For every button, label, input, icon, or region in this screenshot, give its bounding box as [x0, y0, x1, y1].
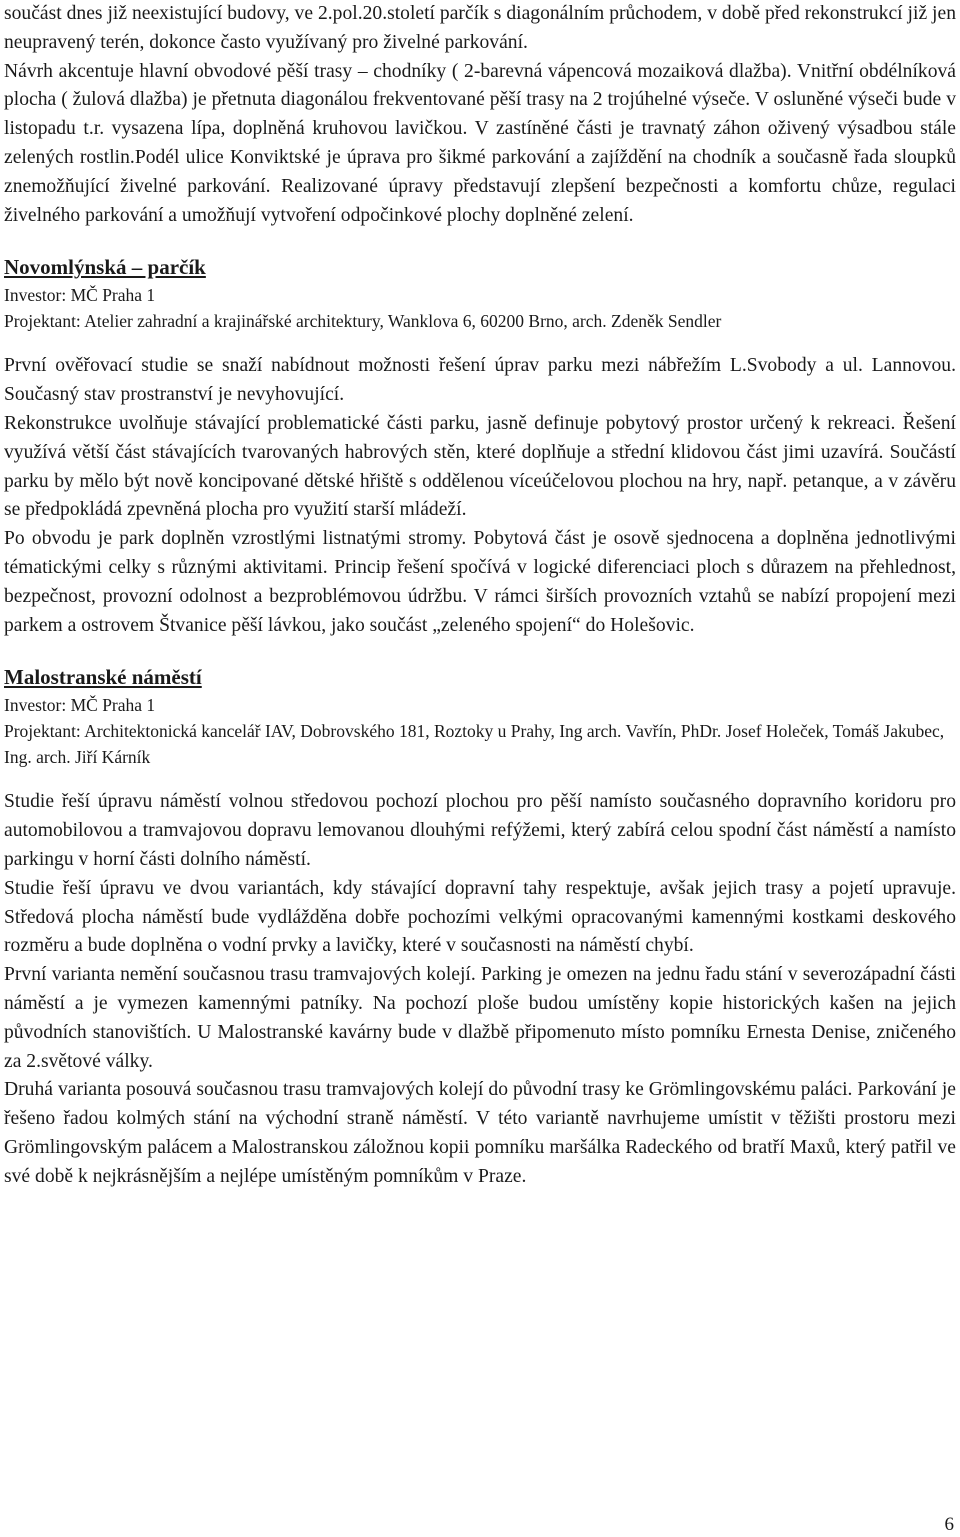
page-number: 6 — [944, 1514, 954, 1535]
intro-paragraph-1: součást dnes již neexistující budovy, ve 2.pol.20.století parčík s diagonálním průchodem, v době před rekonstrukcí již jen neupravený terén, dokonce často využívaný pro živelné parkování. — [4, 3, 956, 53]
investor-line: Investor: MČ Praha 1 — [4, 695, 156, 716]
designer-line: Projektant: Architektonická kancelář IAV, Dobrovského 181, Roztoky u Prahy, Ing arch. Vavřín, PhDr. Josef Holeček, Tomáš Jakubec, Ing. arch. Jiří Kárník — [4, 721, 945, 768]
section1-paragraph-2: Rekonstrukce uvolňuje stávající problematické části parku, jasně definuje pobytový prostor určený k rekreaci. Řešení využívá větší část stávajících tvarovaných habrových stěn, které doplňuje a střední klidovou část jimi uzavírá. Součástí parku by mělo být nově koncipované dětské hřiště s oddělenou víceúčelovou plochou na hry, např. petanque, a v závěru se předpokládá zpevněná plocha pro využití starší mládeží. — [4, 412, 956, 521]
investor-line: Investor: MČ Praha 1 — [4, 285, 156, 306]
section2-paragraph-4: Druhá varianta posouvá současnou trasu tramvajových kolejí do původní trasy ke Grömlingovskému paláci. Parkování je řešeno řadou kolmých stání na východní straně náměstí. V této variantě navrhujeme umístit v těžišti prostoru mezi Grömlingovským palácem a Malostranskou záložnou kopii pomníku maršálka Radeckého od bratří Maxů, který patřil ve své době k nejkrásnějším a nejlépe umístěným pomníkům v Praze. — [4, 1079, 956, 1187]
section-title-malostranske: Malostranské náměstí — [4, 665, 202, 690]
section2-paragraph-3: První varianta nemění současnou trasu tramvajových kolejí. Parking je omezen na jednu řadu stání v severozápadní části náměstí a je vymezen kamennými patníky. Na pochozí ploše budou umístěny kopie historických kašen na jejich původních stanovištích. U Malostranské kavárny bude v dlažbě připomenuto místo pomníku Ernesta Denise, zničeného za 2.světové války. — [4, 964, 956, 1072]
section2-paragraph-2: Studie řeší úpravu ve dvou variantách, kdy stávající dopravní tahy respektuje, avšak jejich trasy a pojetí upravuje. Středová plocha náměstí bude vydlážděna dobře pochozími velkými opracovanými kamennými kostkami deskového rozměru a bude doplněna o vodní prvky a lavičky, které v současnosti na náměstí chybí. — [4, 877, 956, 957]
intro-paragraph-2-part-1: Návrh akcentuje hlavní obvodové pěší trasy – chodníky ( 2-barevná vápencová mozaiková dlažba). Vnitřní obdélníková plocha ( žulová dlažba) je přetnuta diagonálou frekventované pěší trasy na 2 trojúhelné výseče. V osluněné výseči bude v listopadu t.r. vysazena lípa, doplněná kruhovou lavičkou. V zastíněné části je travnatý záhon oživený výsadbou stále zelených rostlin. — [4, 60, 956, 168]
section2-paragraph-1: Studie řeší úpravu náměstí volnou středovou pochozí plochou pro pěší namísto současného dopravního koridoru pro automobilovou a tramvajovou dopravu lemovanou dlouhými refýžemi, který zabírá celou spodní část náměstí a namísto parkingu v horní části dolního náměstí. — [4, 791, 956, 870]
designer-line: Projektant: Atelier zahradní a krajinářské architektury, Wanklova 6, 60200 Brno, arch. Zdeněk Sendler — [4, 311, 722, 332]
intro-paragraph-2-part-2: Podél ulice Konviktské je úprava pro šikmé parkování a zajíždění na chodník a současně řada sloupků znemožňující živelné parkování. Realizované úpravy představují zlepšení bezpečnosti a komfortu chůze, regulaci živelného parkování a umožňují vytvoření odpočinkové plochy doplněné zelení. — [4, 146, 956, 226]
section1-paragraph-1: První ověřovací studie se snaží nabídnout možnosti řešení úprav parku mezi nábřežím L.Svobody a ul. Lannovou. Současný stav prostranství je nevyhovující. — [4, 355, 956, 406]
section-title-novomlynska: Novomlýnská – parčík — [4, 255, 206, 280]
intro-paragraph-2 — [4, 58, 956, 231]
section1-paragraph-3: Po obvodu je park doplněn vzrostlými listnatými stromy. Pobytová část je osově sjednocena a doplněna jednotlivými tématickými celky s různými aktivitami. Princip řešení spočívá v logické diferenciaci ploch s důrazem na přehlednost, bezpečnost, provozní odolnost a bezproblémovou údržbu. V rámci širších provozních vztahů se nabízí propojení mezi parkem a ostrovem Štvanice pěší lávkou, jako součást „zeleného spojení“ do Holešovic. — [4, 528, 956, 636]
document-page — [4, 0, 956, 1192]
